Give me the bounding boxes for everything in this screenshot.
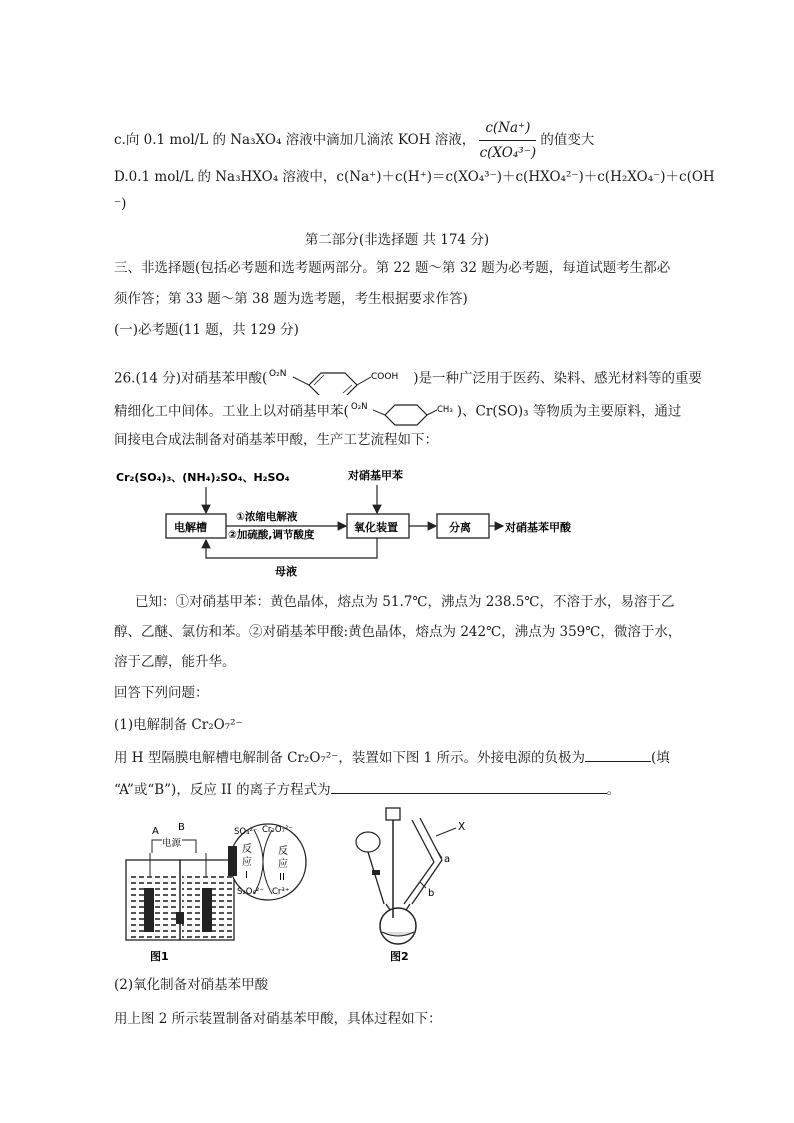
q26-line1-a: 26.(14 分)对硝基苯甲酸( [114, 370, 268, 387]
process-flow-diagram [112, 463, 612, 580]
part1-line1 [114, 747, 670, 768]
stirrer-motor [386, 808, 400, 820]
fig1-reaction2-label-2: 应 [278, 859, 288, 870]
option-d-line1: D.0.1 mol/L 的 Na₃HXO₄ 溶液中，c(Na⁺)＋c(H⁺)＝c(XO₄³⁻)＋c(HXO₄²⁻)＋c(H₂XO₄⁻)＋c(OH [114, 169, 715, 185]
known-line1: 已知：①对硝基甲苯：黄色晶体，熔点为 51.7℃，沸点为 238.5℃，不溶于水，易溶于乙 [135, 594, 675, 610]
fig2-label-b: b [428, 888, 435, 899]
fig2-label-a: a [444, 854, 451, 865]
answer-prompt: 回答下列问题： [114, 685, 209, 701]
q26-line2-a: 精细化工中间体。工业上以对硝基甲苯( [114, 403, 349, 420]
answer-blank-equation[interactable] [331, 779, 607, 794]
flow-box2-label: 氧化装置 [354, 521, 398, 534]
benzene-ring [309, 373, 357, 395]
dropping-funnel [356, 832, 380, 852]
figure2-reaction-apparatus [340, 800, 490, 966]
flow-top-right-input: 对硝基甲苯 [348, 469, 403, 482]
part1-line2 [114, 779, 620, 800]
three-neck-flask [380, 908, 416, 944]
q26-line2-b: )、Cr(SO)₃ 等物质为主要原料，通过 [456, 403, 682, 420]
section3-line2: 须作答；第 33 题～第 38 题为选考题，考生根据要求作答) [114, 291, 468, 307]
q26-line3: 间接电合成法制备对硝基苯甲酸，生产工艺流程如下： [114, 432, 438, 448]
part2-line1: 用上图 2 所示装置制备对硝基苯甲酸，具体过程如下： [114, 1011, 442, 1027]
flow-product: 对硝基苯甲酸 [505, 521, 571, 534]
fig1-reaction2-label-1: 反 [278, 846, 288, 857]
fig1-caption: 图1 [150, 950, 169, 963]
right-electrode [202, 888, 212, 932]
required-heading: (一)必考题(11 题，共 129 分) [114, 322, 299, 338]
part1-heading: (1)电解制备 Cr₂O₇²⁻ [114, 717, 243, 733]
zoom-electrode [228, 846, 237, 876]
fig1-cr3-label: Cr³⁺ [272, 887, 290, 897]
fig2-caption: 图2 [390, 950, 409, 963]
fig1-reaction1-label-1: 反 [242, 844, 252, 855]
benzene-ring [385, 405, 427, 425]
part1-line1-a: 用 H 型隔膜电解槽电解制备 Cr₂O₇²⁻，装置如下图 1 所示。外接电源的负极为 [114, 750, 586, 766]
known-line3: 溶于乙醇，能升华。 [114, 654, 236, 670]
part1-line2-b: 。 [606, 782, 621, 798]
q26-line2 [114, 397, 681, 427]
structure1-right-label: COOH [371, 372, 399, 382]
nitrotoluene-structure [349, 397, 457, 427]
flow-box1-label: 电解槽 [174, 521, 207, 534]
flow-inputs: Cr₂(SO₄)₃、(NH₄)₂SO₄、H₂SO₄ [116, 471, 290, 484]
flow-recycle-label: 母液 [275, 565, 297, 578]
option-c-prefix: c.向 0.1 mol/L 的 Na₃XO₄ 溶液中滴加几滴浓 KOH 溶液， [114, 132, 476, 148]
flow-arrow2-label: ②加硫酸,调节酸度 [228, 529, 315, 541]
structure2-left-label: O₂N [350, 402, 368, 412]
answer-blank-electrode[interactable] [585, 747, 651, 762]
q26-line1 [114, 363, 702, 395]
fig1-s2o8-label: S₂O₈²⁻ [237, 887, 264, 897]
option-c [114, 118, 594, 163]
part1-line2-a: “A”或“B”)，反应 II 的离子方程式为 [114, 782, 331, 798]
known-line2: 醇、乙醚、氯仿和苯。②对硝基苯甲酸:黄色晶体，熔点为 242℃，沸点为 359℃，微溶于水， [114, 624, 682, 640]
option-c-suffix: 的值变大 [540, 132, 595, 148]
option-d-line2: ⁻) [114, 196, 127, 212]
structure2-right-label: CH₃ [436, 405, 453, 415]
fig1-so4-label: SO₄²⁻ [234, 827, 258, 837]
q26-line1-b: )是一种广泛用于医药、染料、感光材料等的重要 [413, 370, 703, 387]
left-electrode [144, 888, 154, 932]
part2-heading: (2)氧化制备对硝基苯甲酸 [114, 977, 269, 993]
bond [293, 377, 309, 385]
structure1-left-label: O₂N [269, 369, 287, 379]
fig2-label-x: X [458, 821, 466, 833]
flow-arrow1-label: ①浓缩电解液 [236, 511, 298, 523]
part1-line1-b: (填 [651, 750, 670, 766]
section3-line1: 三、非选择题(包括必考题和选考题两部分。第 22 题～第 32 题为必考题，每道试题考生都必 [114, 260, 671, 276]
fig1-power-label: 电源 [162, 838, 182, 849]
fig1-label-b: B [178, 822, 185, 833]
fig1-cr2o7-label: Cr₂O₇²⁻ [262, 825, 293, 835]
fig1-label-a: A [152, 826, 159, 837]
fraction-numerator: c(Na⁺) [479, 118, 536, 141]
figure1-electrolysis-cell [122, 808, 322, 966]
nitrobenzoic-acid-structure [267, 363, 413, 395]
fig1-reaction1-label-2: 应 [242, 857, 252, 868]
fraction-denominator: c(XO₄³⁻) [479, 145, 537, 161]
membrane [176, 912, 184, 924]
fig1-reaction1-label-3: I [245, 870, 248, 881]
fig1-reaction2-label-3: II [279, 872, 285, 883]
part2-title: 第二部分(非选择题 共 174 分) [304, 232, 490, 248]
concentration-fraction [479, 118, 536, 163]
flow-box3-label: 分离 [449, 521, 471, 534]
